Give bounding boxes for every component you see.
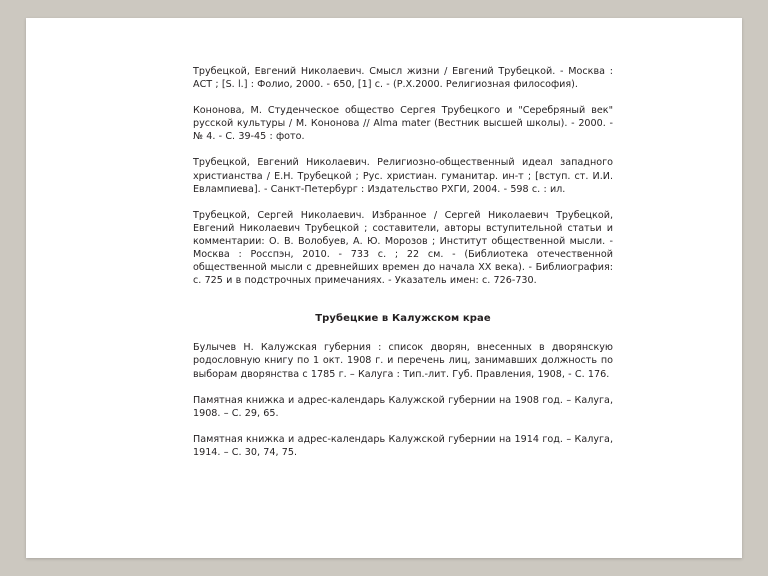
bibliography-entry: Трубецкой, Сергей Николаевич. Избранное / Сергей Николаевич Трубецкой, Евгений Николаевич Трубецкой ; составители, авторы вступительной статьи и комментарии: О. В. Волобуев, А. Ю. Морозов ; Институт общественной мысли. - Москва : Росспэн, 2010. - 733 с. ; 22 см. - (Библиотека отечественной общественной мысли с древнейших времен до начала ХХ века). - Библиография: с. 725 и в подстрочных примечаниях. - Указатель имен: с. 726-730. <box>193 209 613 287</box>
bibliography-entry: Булычев Н. Калужская губерния : список дворян, внесенных в дворянскую родословную книгу по 1 окт. 1908 г. и перечень лиц, занимавших должность по выборам дворянства с 1785 г. – Калуга : Тип.-лит. Губ. Правления, 1908, - С. 176. <box>193 342 613 380</box>
slide-canvas <box>26 18 742 558</box>
bibliography-entry: Памятная книжка и адрес-календарь Калужской губернии на 1908 год. – Калуга, 1908. – С. 29, 65. <box>193 394 613 419</box>
slide-content <box>193 65 613 459</box>
bibliography-entry: Трубецкой, Евгений Николаевич. Религиозно-общественный идеал западного христианства / Е.Н. Трубецкой ; Рус. христиан. гуманитар. ин-т ; [вступ. ст. И.И. Евлампиева]. - Санкт-Петербург : Издательство РХГИ, 2004. - 598 с. : ил. <box>193 157 613 195</box>
bibliography-entry: Кононова, М. Студенческое общество Сергея Трубецкого и "Серебряный век" русской культуры / М. Кононова // Alma mater (Вестник высшей школы). - 2000. - № 4. - С. 39-45 : фото. <box>193 105 613 143</box>
section-heading: Трубецкие в Калужском крае <box>315 313 491 325</box>
bibliography-entry: Трубецкой, Евгений Николаевич. Смысл жизни / Евгений Трубецкой. - Москва : АСТ ; [S. l.] : Фолио, 2000. - 650, [1] с. - (Р.Х.2000. Религиозная философия). <box>193 66 613 91</box>
bibliography-entry: Памятная книжка и адрес-календарь Калужской губернии на 1914 год. – Калуга, 1914. – С. 30, 74, 75. <box>193 433 613 458</box>
